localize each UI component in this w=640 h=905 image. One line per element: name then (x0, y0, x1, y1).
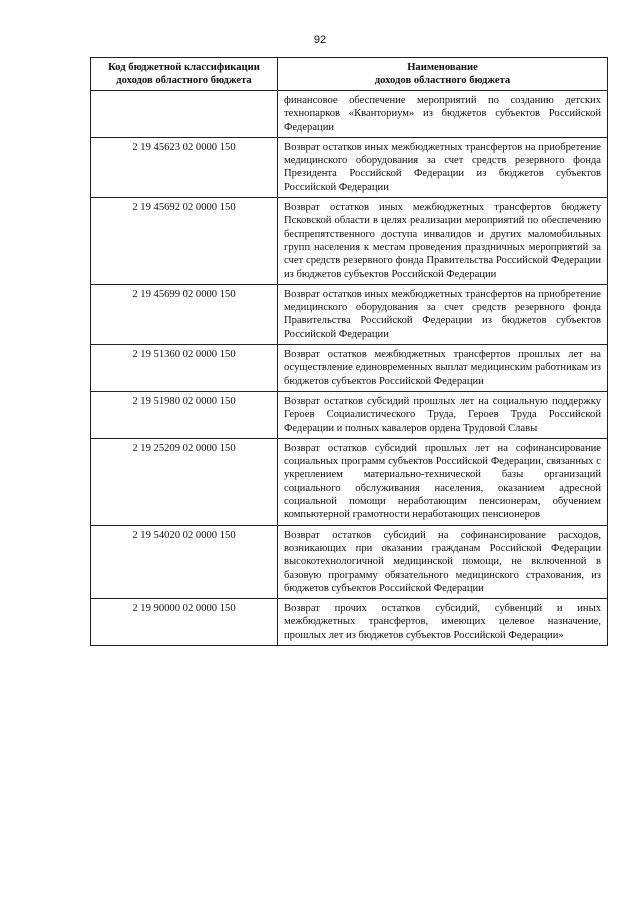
header-name-line-2: доходов областного бюджета (374, 75, 511, 86)
row-name: Возврат остатков межбюджетных трансфертов прошлых лет на осуществление единовременных выплат медицинским работникам из бюджетов субъектов Российской Федерации (278, 345, 608, 392)
page-number: 92 (313, 34, 327, 46)
row-code: 2 19 45699 02 0000 150 (91, 284, 278, 344)
row-code: 2 19 45623 02 0000 150 (91, 137, 278, 197)
row-code: 2 19 45692 02 0000 150 (91, 198, 278, 285)
table-row (91, 137, 608, 197)
row-name: Возврат остатков иных межбюджетных трансфертов на приобретение медицинского оборудования за счет средств резервного фонда Правительства Российской Федерации из бюджетов субъектов Российской Федерации (278, 284, 608, 344)
header-code (91, 58, 278, 91)
table-row (91, 525, 608, 598)
row-name: Возврат остатков иных межбюджетных трансфертов бюджету Псковской области в целях реализации мероприятий по обеспечению беспрепятственного доступа инвалидов и других маломобильных групп населения к местам проведения праздничных мероприятий за счет средств резервного фонда Правительства Российской Федерации из бюджетов субъектов Российской Федерации (278, 198, 608, 285)
row-code: 2 19 25209 02 0000 150 (91, 438, 278, 525)
header-name-line-1: Наименование (407, 62, 478, 73)
row-code: 2 19 54020 02 0000 150 (91, 525, 278, 598)
row-code: 2 19 90000 02 0000 150 (91, 599, 278, 646)
table-row (91, 284, 608, 344)
table-row (91, 345, 608, 392)
row-code: 2 19 51980 02 0000 150 (91, 391, 278, 438)
table-row (91, 391, 608, 438)
table-row (91, 198, 608, 285)
table-header-row (91, 58, 608, 91)
budget-classification-table (90, 57, 608, 646)
row-name: Возврат остатков субсидий прошлых лет на социальную поддержку Героев Социалистического Труда, Героев Труда Российской Федерации и полных кавалеров ордена Трудовой Славы (278, 391, 608, 438)
row-name: Возврат остатков иных межбюджетных трансфертов на приобретение медицинского оборудования за счет средств резервного фонда Президента Российской Федерации из бюджетов субъектов Российской Федерации (278, 137, 608, 197)
row-name: Возврат остатков субсидий прошлых лет на софинансирование социальных программ субъектов Российской Федерации, связанных с укреплением материально-технической базы организаций социального обслуживания населения, оказанием адресной социальной помощи неработающим пенсионерам, обучением компьютерной грамотности неработающих пенсионеров (278, 438, 608, 525)
header-code-line-1: Код бюджетной классификации (108, 62, 260, 73)
row-name: Возврат прочих остатков субсидий, субвенций и иных межбюджетных трансфертов, имеющих целевое назначение, прошлых лет из бюджетов субъектов Российской Федерации» (278, 599, 608, 646)
table-row (91, 91, 608, 138)
row-code (91, 91, 278, 138)
row-name: финансовое обеспечение мероприятий по созданию детских технопарков «Кванториум» из бюджетов субъектов Российской Федерации (278, 91, 608, 138)
table-row (91, 599, 608, 646)
header-code-line-2: доходов областного бюджета (116, 75, 252, 86)
table-row (91, 438, 608, 525)
row-name: Возврат остатков субсидий на софинансирование расходов, возникающих при оказании гражданам Российской Федерации высокотехнологичной медицинской помощи, не включенной в базовую программу обязательного медицинского страхования, из бюджетов субъектов Российской Федерации (278, 525, 608, 598)
row-code: 2 19 51360 02 0000 150 (91, 345, 278, 392)
header-name (278, 58, 608, 91)
